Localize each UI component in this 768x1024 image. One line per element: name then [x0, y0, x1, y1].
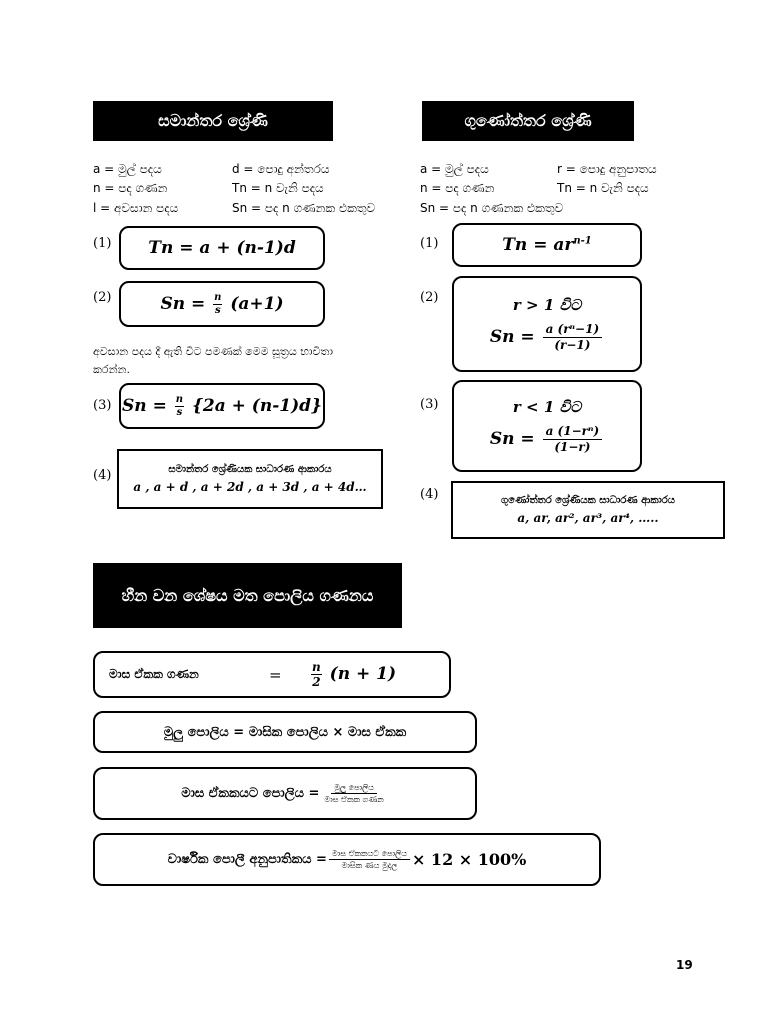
- gp-f3-den: (1−r): [554, 439, 591, 454]
- ap-header: සමාන්තර ශ්‍රේණි: [93, 101, 333, 141]
- gp-label-2: (2): [420, 290, 439, 305]
- interest-total: මුලු පොලිය = මාසික පොලිය × මාස ඒකක: [163, 724, 407, 740]
- gp-f4-seq: a, ar, ar², ar³, ar⁴, …..: [517, 511, 659, 525]
- gp-formula-1: [502, 235, 591, 255]
- interest-perunit-fraction: [321, 782, 386, 805]
- interest-units-eq: =: [269, 665, 282, 684]
- gp-f2-den: (r−1): [554, 337, 591, 352]
- interest-annual-den: මාසික ණය මුදල: [341, 861, 398, 870]
- gp-f3-fraction: [543, 424, 603, 455]
- ap-f2-den: s: [214, 304, 221, 316]
- ap-f3-lhs: Sn =: [122, 395, 167, 416]
- gp-def-sn: Sn = පද n ගණනක එකතුව: [420, 201, 564, 215]
- gp-f1-base: Tn = ar: [502, 235, 574, 255]
- ap-label-2: (2): [93, 290, 112, 305]
- ap-f2-num: n: [214, 291, 222, 303]
- interest-total-box: [93, 711, 477, 753]
- ap-formula-3-box: [119, 383, 325, 429]
- gp-formula-2-box: [452, 276, 642, 372]
- ap-formula-2-box: [119, 281, 325, 327]
- ap-f3-fraction: [175, 394, 184, 419]
- interest-perunit-den: මාස ඒකක ගණන: [324, 795, 384, 804]
- ap-label-1: (1): [93, 236, 112, 251]
- gp-def-n: n = පද ගණන: [420, 181, 495, 195]
- gp-formula-2: [490, 322, 604, 353]
- gp-def-a: a = මුල් පදය: [420, 162, 489, 176]
- interest-perunit-label: මාස ඒකකයට පොලිය =: [181, 786, 320, 801]
- interest-perunit-num: මුලු පොලිය: [331, 782, 377, 794]
- gp-formula-4-box: [451, 481, 725, 539]
- gp-f2-lhs: Sn =: [489, 326, 535, 347]
- interest-units-fraction: [311, 660, 322, 689]
- page-number: 19: [676, 958, 693, 972]
- ap-f3-den: s: [176, 406, 183, 418]
- ap-formula-1: Tn = a + (n-1)d: [148, 238, 296, 258]
- ap-f2-lhs: Sn =: [160, 293, 206, 314]
- interest-units-rhs: (n + 1): [329, 664, 397, 684]
- gp-header: ගුණෝත්තර ශ්‍රේණි: [422, 101, 634, 141]
- interest-units-num: n: [312, 660, 321, 674]
- interest-annual-rhs: × 12 × 100%: [411, 850, 527, 869]
- interest-units-formula: [309, 660, 396, 689]
- interest-header: හීන වන ශේෂය මත පොලිය ගණනය: [93, 563, 402, 628]
- ap-note: අවසාන පදය දී ඇති විට පමණක් මෙම සූත්‍රය භාවිතා කරන්න.: [93, 345, 333, 376]
- ap-f2-rhs: (a+1): [230, 293, 284, 314]
- ap-formula-3: [122, 394, 322, 419]
- ap-formula-1-box: [119, 226, 325, 270]
- ap-formula-4-box: [117, 449, 383, 509]
- gp-formula-3: [490, 424, 604, 455]
- interest-units-box: [93, 651, 451, 698]
- ap-f2-fraction: [213, 292, 222, 317]
- gp-f1-exp: n-1: [573, 235, 592, 247]
- interest-annual-num: මාස ඒකකයට පොලිය: [329, 848, 410, 860]
- ap-f4-seq: a , a + d , a + 2d , a + 3d , a + 4d…: [133, 480, 367, 494]
- gp-def-tn: Tn = n වැනි පදය: [557, 181, 649, 195]
- gp-f3-lhs: Sn =: [489, 428, 535, 449]
- interest-annual-box: [93, 833, 601, 886]
- interest-annual-label: වාර්ෂික පොලී අනුපාතිකය =: [167, 852, 327, 867]
- ap-label-4: (4): [93, 468, 112, 483]
- gp-f2-fraction: [543, 322, 603, 353]
- gp-label-3: (3): [420, 397, 439, 412]
- ap-f3-rhs: {2a + (n-1)d}: [191, 395, 322, 416]
- gp-f3-cond: r < 1 විට: [512, 397, 582, 416]
- ap-def-d: d = පොදු අන්තරය: [232, 162, 330, 176]
- interest-units-label: මාස ඒකක ගණන: [109, 667, 199, 681]
- gp-formula-3-box: [452, 380, 642, 472]
- interest-perunit-box: [93, 767, 477, 820]
- ap-f3-num: n: [175, 393, 184, 405]
- ap-def-sn: Sn = පද n ගණනක එකතුව: [232, 201, 376, 215]
- gp-f3-num: a (1−rⁿ): [543, 424, 603, 440]
- interest-units-den: 2: [312, 675, 321, 689]
- gp-f2-num: a (rⁿ−1): [543, 322, 603, 338]
- ap-f4-title: සමාන්තර ශ්‍රේණියක සාධාරණ ආකාරය: [168, 464, 332, 475]
- gp-def-r: r = පොදු අනුපාතය: [557, 162, 657, 176]
- ap-label-3: (3): [93, 398, 112, 413]
- interest-annual-fraction: [329, 848, 410, 871]
- ap-def-n: n = පද ගණන: [93, 181, 168, 195]
- ap-def-l: l = අවසාන පදය: [93, 201, 179, 215]
- ap-formula-2: [160, 292, 283, 317]
- gp-label-4: (4): [420, 487, 439, 502]
- gp-f2-cond: r > 1 විට: [512, 295, 582, 314]
- gp-label-1: (1): [420, 236, 439, 251]
- ap-def-a: a = මුල් පදය: [93, 162, 162, 176]
- gp-f4-title: ගුණෝත්තර ශ්‍රේණියක සාධාරණ ආකාරය: [500, 495, 675, 506]
- ap-def-tn: Tn = n වැනි පදය: [232, 181, 324, 195]
- gp-formula-1-box: [452, 223, 642, 267]
